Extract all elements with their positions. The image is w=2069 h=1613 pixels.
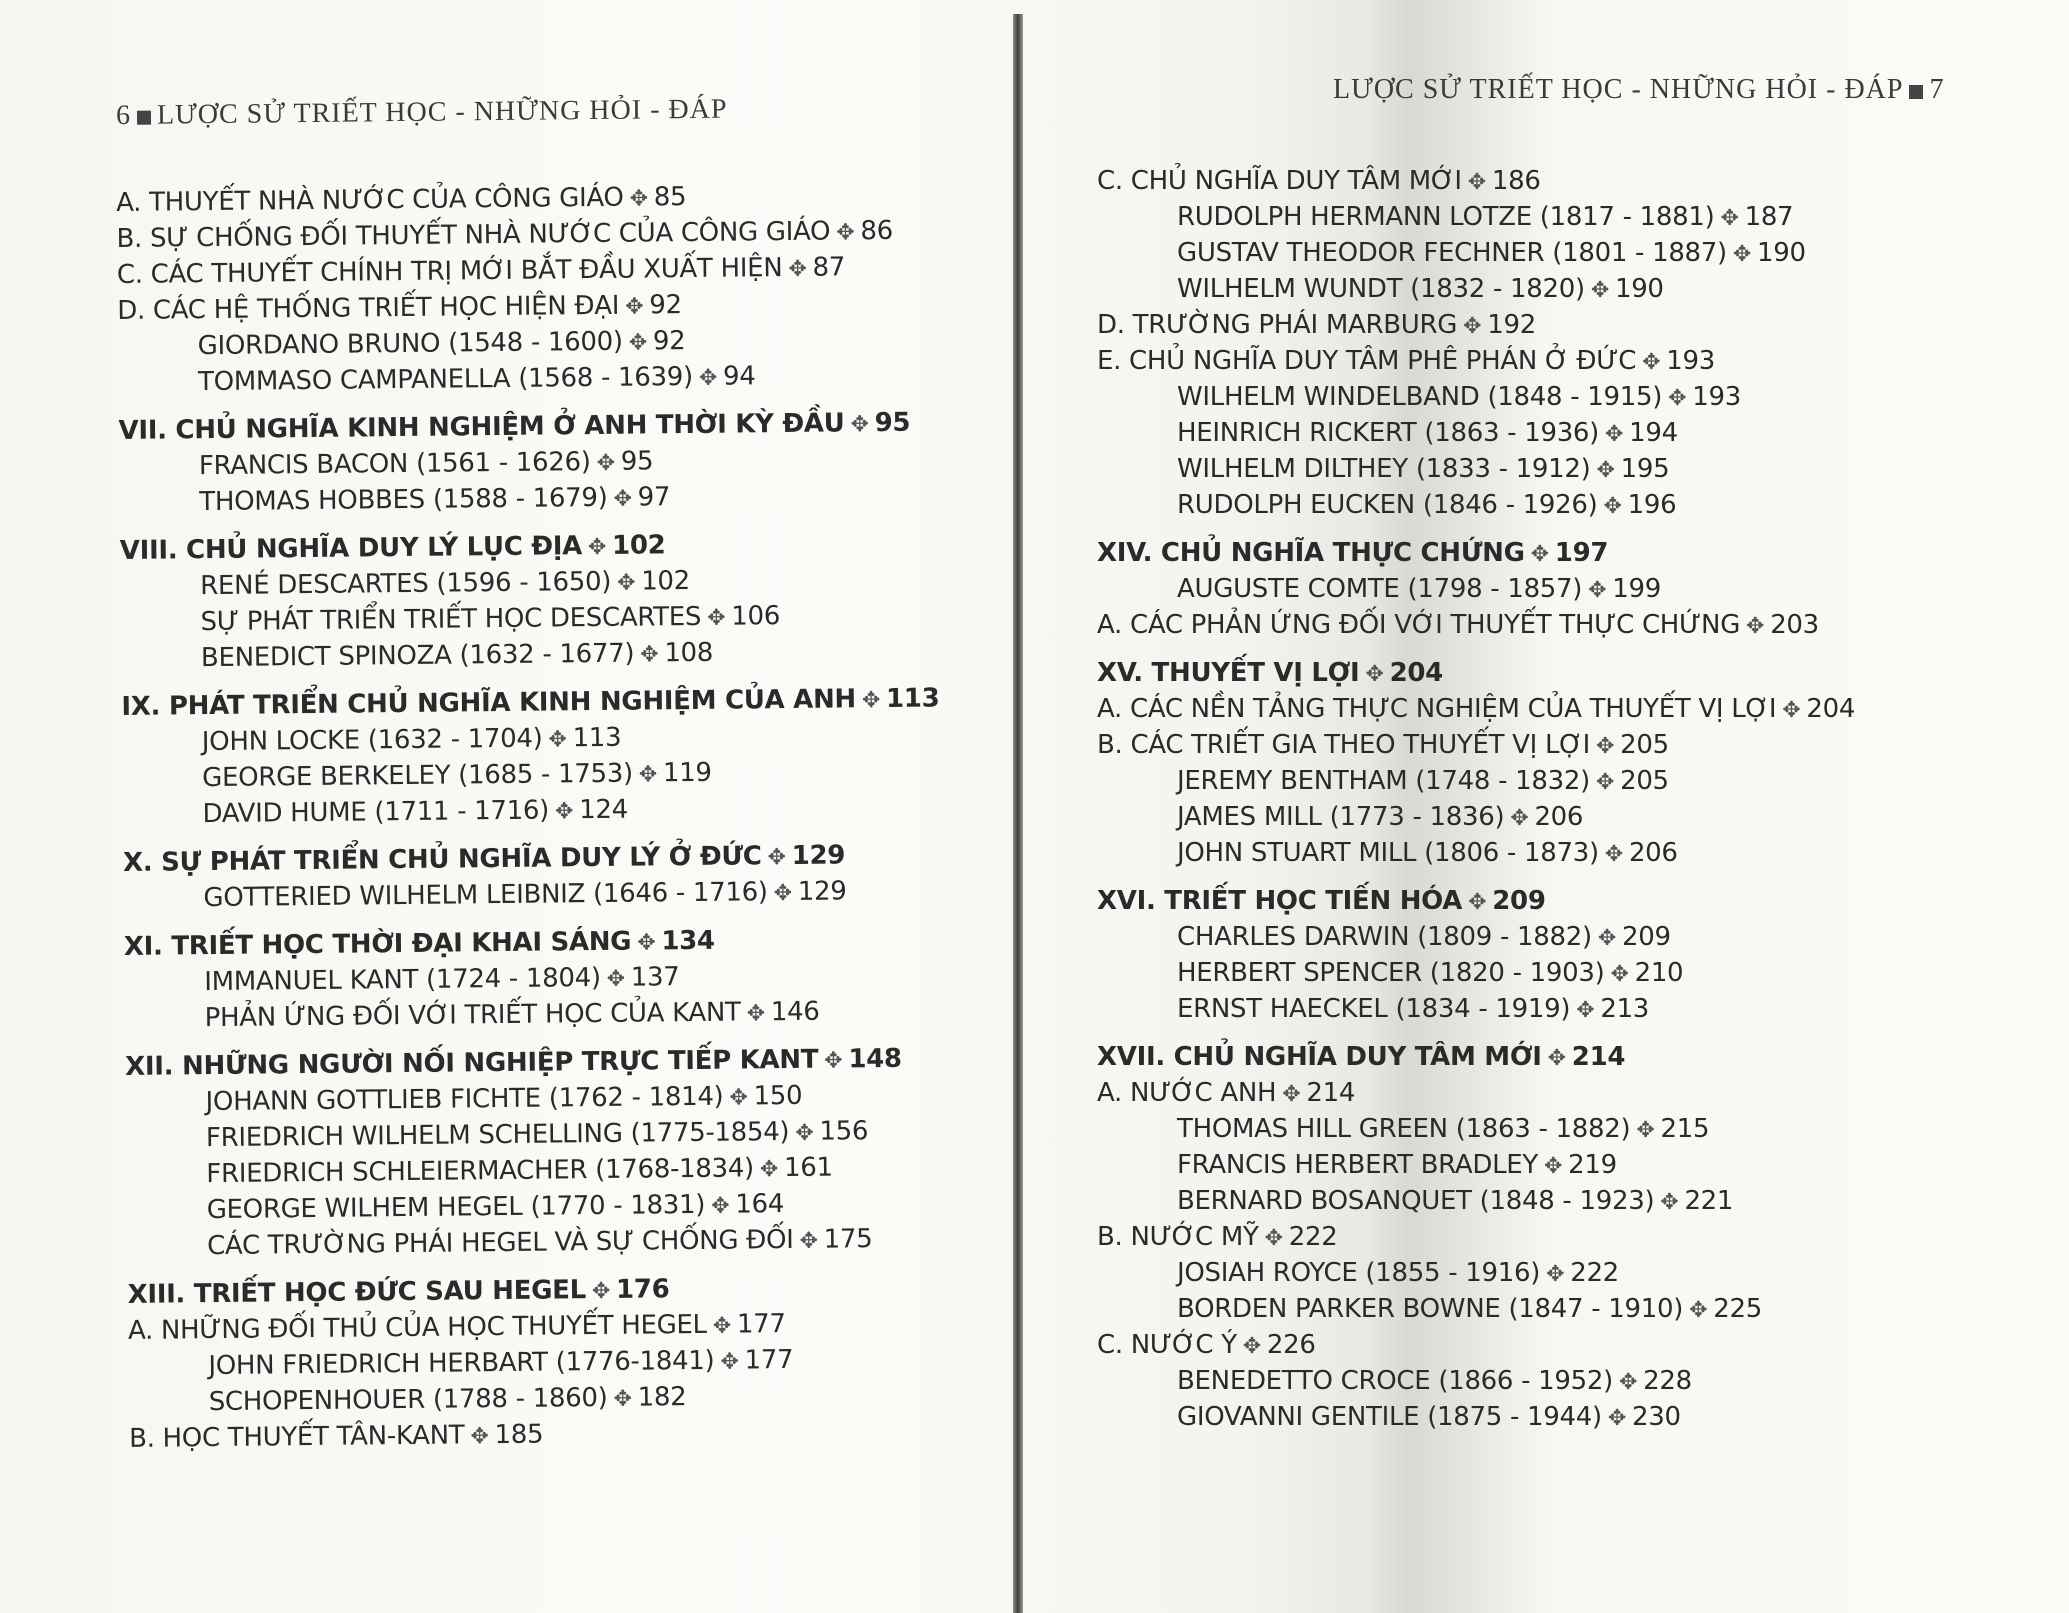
toc-entry-page-number: 129 (797, 876, 847, 907)
toc-entry-title: HEINRICH RICKERT (1863 - 1936) (1177, 418, 1600, 448)
toc-entry-sub (1097, 692, 1855, 728)
toc-entry-page-number: 87 (812, 252, 846, 283)
ornament-separator-icon: ✥ (596, 450, 615, 476)
toc-entry-page-number: 190 (1757, 238, 1806, 268)
toc-entry-page-number: 204 (1806, 694, 1856, 724)
toc-entry-sub (1097, 308, 1855, 344)
ornament-separator-icon: ✥ (746, 1001, 765, 1027)
ornament-separator-icon: ✥ (1636, 1118, 1655, 1143)
ornament-separator-icon: ✥ (554, 799, 574, 825)
ornament-separator-icon: ✥ (1468, 890, 1487, 915)
ornament-separator-icon: ✥ (548, 727, 567, 753)
toc-entry-page-number: 194 (1629, 418, 1678, 448)
ornament-separator-icon: ✥ (1603, 494, 1622, 519)
toc-entry-page-number: 124 (579, 794, 629, 826)
toc-entry-title: GEORGE BERKELEY (1685 - 1753) (202, 758, 633, 794)
toc-entry-sub (1097, 1076, 1855, 1112)
ornament-separator-icon: ✥ (1264, 1226, 1283, 1251)
ornament-separator-icon: ✥ (759, 1157, 779, 1183)
ornament-separator-icon: ✥ (638, 762, 658, 788)
toc-entry-sub (1097, 164, 1855, 200)
toc-entry-page-number: 230 (1632, 1402, 1681, 1432)
ornament-separator-icon: ✥ (1605, 422, 1624, 447)
ornament-separator-icon: ✥ (1510, 806, 1529, 831)
ornament-separator-icon: ✥ (824, 1048, 843, 1074)
toc-entry-title: IX. PHÁT TRIỂN CHỦ NGHĨA KINH NGHIỆM CỦA ANH (121, 684, 857, 722)
ornament-separator-icon: ✥ (850, 412, 869, 438)
toc-entry-person (1097, 1148, 1855, 1184)
toc-entry-title: DAVID HUME (1711 - 1716) (202, 795, 550, 830)
toc-entry-page-number: 193 (1692, 382, 1741, 412)
toc-entry-page-number: 176 (615, 1274, 670, 1305)
toc-entry-title: PHẢN ỨNG ĐỐI VỚI TRIẾT HỌC CỦA KANT (204, 997, 741, 1034)
toc-entry-title: TOMMASO CAMPANELLA (1568 - 1639) (197, 361, 694, 398)
ornament-separator-icon: ✥ (591, 1278, 611, 1305)
toc-entry-page-number: 137 (630, 962, 680, 993)
toc-entry-title: THOMAS HOBBES (1588 - 1679) (199, 482, 608, 518)
toc-entry-title: A. CÁC NỀN TẢNG THỰC NGHIỆM CỦA THUYẾT VỊ LỢI (1097, 694, 1777, 724)
ornament-separator-icon: ✥ (836, 220, 855, 246)
ornament-separator-icon: ✥ (629, 186, 648, 212)
toc-entry-page-number: 175 (823, 1224, 873, 1255)
square-bullet-icon (137, 110, 151, 124)
toc-entry-title: GUSTAV THEODOR FECHNER (1801 - 1887) (1177, 238, 1727, 268)
ornament-separator-icon: ✥ (1588, 578, 1607, 603)
toc-entry-person (1097, 236, 1855, 272)
toc-entry-title: XIV. CHỦ NGHĨA THỰC CHỨNG (1097, 538, 1525, 568)
toc-entry-title: CÁC TRƯỜNG PHÁI HEGEL VÀ SỰ CHỐNG ĐỐI (206, 1224, 794, 1262)
toc-entry-title: JOSIAH ROYCE (1855 - 1916) (1177, 1258, 1541, 1288)
toc-entry-title: JEREMY BENTHAM (1748 - 1832) (1177, 766, 1590, 796)
toc-entry-title: JOHANN GOTTLIEB FICHTE (1762 - 1814) (205, 1081, 724, 1118)
toc-entry-page-number: 213 (1600, 994, 1650, 1024)
toc-entry-title: B. SỰ CHỐNG ĐỐI THUYẾT NHÀ NƯỚC CỦA CÔNG GIÁO (116, 216, 831, 254)
ornament-separator-icon: ✥ (1660, 1190, 1679, 1215)
left-running-head-title: LƯỢC SỬ TRIẾT HỌC - NHỮNG HỎI - ĐÁP (156, 93, 728, 131)
toc-entry-title: JAMES MILL (1773 - 1836) (1177, 802, 1505, 832)
toc-entry-person (123, 873, 941, 918)
toc-entry-page-number: 150 (753, 1080, 803, 1112)
toc-entry-page-number: 97 (637, 482, 671, 513)
toc-entry-title: SCHOPENHOUER (1788 - 1860) (208, 1382, 608, 1418)
toc-entry-page-number: 210 (1634, 958, 1684, 988)
toc-entry-page-number: 95 (874, 407, 911, 439)
toc-entry-page-number: 86 (860, 215, 894, 247)
toc-entry-title: C. CHỦ NGHĨA DUY TÂM MỚI (1097, 166, 1462, 196)
toc-entry-page-number: 102 (611, 530, 666, 561)
toc-entry-page-number: 187 (1744, 202, 1794, 232)
ornament-separator-icon: ✥ (606, 966, 625, 992)
toc-entry-title: D. TRƯỜNG PHÁI MARBURG (1097, 310, 1458, 340)
toc-entry-title: FRIEDRICH WILHELM SCHELLING (1775-1854) (205, 1117, 790, 1154)
ornament-separator-icon: ✥ (1463, 314, 1482, 339)
toc-entry-page-number: 221 (1684, 1186, 1734, 1216)
toc-entry-page-number: 148 (848, 1043, 902, 1075)
toc-entry-person (121, 633, 939, 678)
ornament-separator-icon: ✥ (1720, 206, 1739, 231)
toc-entry-page-number: 196 (1627, 490, 1677, 520)
toc-entry-title: X. SỰ PHÁT TRIỂN CHỦ NGHĨA DUY LÝ Ở ĐỨC (122, 841, 762, 878)
left-running-head (116, 94, 728, 132)
toc-entry-page-number: 85 (653, 182, 687, 213)
toc-entry-page-number: 226 (1266, 1330, 1316, 1360)
toc-entry-page-number: 119 (662, 757, 712, 789)
toc-entry-person (1097, 992, 1855, 1028)
toc-entry-page-number: 156 (819, 1116, 869, 1147)
ornament-separator-icon: ✥ (707, 605, 726, 631)
toc-entry-title: IMMANUEL KANT (1724 - 1804) (204, 962, 601, 998)
ornament-separator-icon: ✥ (1595, 734, 1615, 759)
ornament-separator-icon: ✥ (640, 642, 659, 668)
ornament-separator-icon: ✥ (1668, 386, 1687, 411)
toc-entry-title: WILHELM WUNDT (1832 - 1820) (1177, 274, 1585, 304)
toc-entry-page-number: 146 (770, 996, 820, 1028)
ornament-separator-icon: ✥ (767, 845, 786, 871)
toc-entry-title: GOTTERIED WILHELM LEIBNIZ (1646 - 1716) (203, 877, 768, 914)
ornament-separator-icon: ✥ (729, 1085, 748, 1111)
toc-entry-title: ERNST HAECKEL (1834 - 1919) (1177, 994, 1571, 1024)
toc-entry-person (1097, 488, 1855, 524)
toc-entry-page-number: 113 (572, 722, 622, 754)
toc-entry-title: C. CÁC THUYẾT CHÍNH TRỊ MỚI BẮT ĐẦU XUẤT HIỆN (116, 253, 783, 290)
toc-entry-title: VII. CHỦ NGHĨA KINH NGHIỆM Ở ANH THỜI KỲ ĐẦU (118, 408, 845, 446)
toc-entry-person (1097, 956, 1855, 992)
toc-entry-page-number: 182 (637, 1382, 687, 1413)
ornament-separator-icon: ✥ (470, 1424, 489, 1450)
toc-entry-page-number: 214 (1571, 1042, 1626, 1072)
ornament-separator-icon: ✥ (720, 1349, 739, 1375)
toc-entry-title: XI. TRIẾT HỌC THỜI ĐẠI KHAI SÁNG (123, 926, 632, 962)
toc-entry-page-number: 95 (620, 446, 654, 477)
toc-entry-title: SỰ PHÁT TRIỂN TRIẾT HỌC DESCARTES (200, 601, 702, 638)
toc-entry-page-number: 209 (1621, 922, 1671, 952)
toc-entry-sub (1097, 1220, 1855, 1256)
ornament-separator-icon: ✥ (1610, 962, 1629, 987)
toc-entry-title: CHARLES DARWIN (1809 - 1882) (1177, 922, 1592, 952)
toc-entry-title: A. CÁC PHẢN ỨNG ĐỐI VỚI THUYẾT THỰC CHỨNG (1097, 610, 1741, 640)
ornament-separator-icon: ✥ (1576, 998, 1595, 1023)
toc-entry-page-number: 186 (1491, 166, 1541, 196)
toc-entry-page-number: 215 (1660, 1114, 1710, 1144)
toc-entry-heading (1097, 884, 1855, 920)
toc-entry-person (1097, 572, 1855, 608)
toc-entry-page-number: 205 (1620, 730, 1669, 760)
ornament-separator-icon: ✥ (773, 880, 792, 907)
toc-entry-page-number: 228 (1643, 1366, 1692, 1396)
toc-entry-person (1097, 200, 1855, 236)
toc-entry-title: GIOVANNI GENTILE (1875 - 1944) (1177, 1402, 1602, 1432)
toc-entry-page-number: 177 (736, 1309, 786, 1340)
toc-entry-person (1097, 836, 1855, 872)
toc-entry-person (1097, 1364, 1855, 1400)
toc-entry-title: BERNARD BOSANQUET (1848 - 1923) (1177, 1186, 1655, 1216)
toc-entry-person (118, 357, 936, 402)
toc-entry-title: GEORGE WILHEM HEGEL (1770 - 1831) (206, 1189, 706, 1226)
toc-entry-title: BENEDICT SPINOZA (1632 - 1677) (200, 638, 635, 674)
toc-entry-title: B. NƯỚC MỸ (1097, 1222, 1259, 1252)
toc-entry-title: B. HỌC THUYẾT TÂN-KANT (128, 1420, 465, 1454)
toc-entry-title: FRANCIS BACON (1561 - 1626) (198, 447, 591, 482)
toc-entry-title: RUDOLPH EUCKEN (1846 - 1926) (1177, 490, 1598, 520)
toc-entry-title: BENEDETTO CROCE (1866 - 1952) (1177, 1366, 1613, 1396)
ornament-separator-icon: ✥ (1596, 458, 1615, 483)
ornament-separator-icon: ✥ (1607, 1406, 1626, 1431)
ornament-separator-icon: ✥ (1467, 170, 1486, 195)
toc-entry-page-number: 129 (791, 840, 846, 871)
toc-entry-page-number: 193 (1666, 346, 1716, 376)
toc-entry-person (1097, 1292, 1855, 1328)
toc-entry-title: JOHN STUART MILL (1806 - 1873) (1177, 838, 1599, 868)
toc-entry-page-number: 185 (494, 1419, 544, 1451)
left-page-number: 6 (115, 99, 132, 131)
toc-entry-page-number: 108 (664, 637, 714, 669)
toc-entry-page-number: 222 (1288, 1222, 1338, 1252)
ornament-separator-icon: ✥ (613, 1386, 632, 1412)
toc-entry-title: E. CHỦ NGHĨA DUY TÂM PHÊ PHÁN Ở ĐỨC (1097, 346, 1637, 376)
toc-entry-page-number: 106 (731, 601, 781, 632)
toc-entry-title: A. NHỮNG ĐỐI THỦ CỦA HỌC THUYẾT HEGEL (127, 1309, 707, 1346)
right-toc-list (1097, 164, 1855, 1436)
toc-entry-page-number: 206 (1534, 802, 1584, 832)
toc-entry-page-number: 222 (1570, 1258, 1619, 1288)
toc-entry-title: BORDEN PARKER BOWNE (1847 - 1910) (1177, 1294, 1684, 1324)
ornament-separator-icon: ✥ (712, 1313, 732, 1339)
toc-entry-person (1097, 452, 1855, 488)
toc-entry-sub (129, 1413, 947, 1458)
toc-entry-page-number: 134 (661, 925, 715, 957)
toc-entry-title: A. THUYẾT NHÀ NƯỚC CỦA CÔNG GIÁO (116, 182, 624, 218)
ornament-separator-icon: ✥ (1595, 770, 1615, 795)
left-toc-list (116, 177, 947, 1457)
toc-entry-title: A. NƯỚC ANH (1097, 1078, 1277, 1108)
toc-entry-title: RUDOLPH HERMANN LOTZE (1817 - 1881) (1177, 202, 1715, 232)
toc-entry-title: C. NƯỚC Ý (1097, 1330, 1237, 1360)
book-gutter (1013, 14, 1023, 1613)
toc-entry-page-number: 206 (1628, 838, 1678, 868)
toc-entry-person (1097, 1400, 1855, 1436)
ornament-separator-icon: ✥ (788, 256, 807, 282)
ornament-separator-icon: ✥ (637, 930, 656, 956)
ornament-separator-icon: ✥ (1782, 698, 1801, 723)
toc-entry-page-number: 204 (1389, 658, 1443, 688)
ornament-separator-icon: ✥ (1543, 1154, 1563, 1179)
ornament-separator-icon: ✥ (711, 1193, 730, 1219)
toc-entry-person (125, 993, 943, 1038)
toc-entry-page-number: 225 (1713, 1294, 1762, 1324)
right-running-head (1333, 74, 1944, 106)
toc-entry-page-number: 94 (722, 361, 756, 392)
ornament-separator-icon: ✥ (1590, 278, 1609, 303)
right-running-head-title: LƯỢC SỬ TRIẾT HỌC - NHỮNG HỎI - ĐÁP (1333, 74, 1904, 105)
toc-entry-page-number: 195 (1620, 454, 1670, 484)
toc-entry-title: XVII. CHỦ NGHĨA DUY TÂM MỚI (1097, 1042, 1542, 1072)
toc-entry-page-number: 209 (1492, 886, 1546, 916)
toc-entry-page-number: 113 (885, 683, 940, 714)
toc-entry-page-number: 219 (1568, 1150, 1617, 1180)
square-bullet-icon (1909, 85, 1923, 99)
ornament-separator-icon: ✥ (616, 570, 636, 596)
toc-entry-person (1097, 272, 1855, 308)
toc-entry-title: B. CÁC TRIẾT GIA THEO THUYẾT VỊ LỢI (1097, 730, 1590, 760)
toc-entry-title: THOMAS HILL GREEN (1863 - 1882) (1177, 1114, 1631, 1144)
toc-entry-title: D. CÁC HỆ THỐNG TRIẾT HỌC HIỆN ĐẠI (117, 290, 620, 326)
toc-entry-page-number: 192 (1487, 310, 1536, 340)
toc-entry-person (122, 789, 940, 834)
toc-entry-page-number: 92 (652, 326, 686, 357)
toc-entry-person (1097, 920, 1855, 956)
toc-entry-title: XV. THUYẾT VỊ LỢI (1097, 658, 1360, 688)
ornament-separator-icon: ✥ (1642, 350, 1661, 375)
toc-entry-title: JOHN FRIEDRICH HERBART (1776-1841) (208, 1345, 715, 1382)
toc-entry-person (1097, 1184, 1855, 1220)
toc-entry-title: FRIEDRICH SCHLEIERMACHER (1768-1834) (206, 1153, 755, 1190)
ornament-separator-icon: ✥ (1746, 614, 1765, 639)
toc-entry-page-number: 164 (735, 1189, 785, 1220)
toc-entry-page-number: 205 (1620, 766, 1669, 796)
toc-entry-sub (1097, 608, 1855, 644)
toc-entry-person (127, 1221, 945, 1266)
toc-entry-title: GIORDANO BRUNO (1548 - 1600) (197, 326, 623, 362)
ornament-separator-icon: ✥ (1547, 1046, 1566, 1071)
toc-entry-title: XVI. TRIẾT HỌC TIẾN HÓA (1097, 886, 1463, 916)
ornament-separator-icon: ✥ (795, 1120, 814, 1146)
ornament-separator-icon: ✥ (1365, 662, 1384, 687)
ornament-separator-icon: ✥ (1604, 842, 1623, 867)
toc-entry-heading (1097, 1040, 1855, 1076)
toc-entry-page-number: 199 (1612, 574, 1662, 604)
ornament-separator-icon: ✥ (1242, 1334, 1261, 1359)
ornament-separator-icon: ✥ (1282, 1082, 1301, 1107)
toc-entry-person (1097, 380, 1855, 416)
ornament-separator-icon: ✥ (613, 486, 632, 512)
toc-entry-title: XII. NHỮNG NGƯỜI NỐI NGHIỆP TRỰC TIẾP KANT (125, 1044, 819, 1082)
toc-entry-heading (1097, 536, 1855, 572)
ornament-separator-icon: ✥ (1597, 926, 1616, 951)
ornament-separator-icon: ✥ (698, 365, 718, 391)
toc-entry-title: FRANCIS HERBERT BRADLEY (1177, 1150, 1538, 1180)
ornament-separator-icon: ✥ (861, 688, 881, 714)
toc-entry-page-number: 197 (1554, 538, 1609, 568)
toc-entry-title: VIII. CHỦ NGHĨA DUY LÝ LỤC ĐỊA (119, 531, 583, 566)
toc-entry-person (1097, 416, 1855, 452)
ornament-separator-icon: ✥ (1530, 542, 1549, 567)
toc-entry-title: WILHELM WINDELBAND (1848 - 1915) (1177, 382, 1663, 412)
toc-entry-heading (1097, 656, 1855, 692)
toc-entry-person (1097, 764, 1855, 800)
toc-entry-person (1097, 1112, 1855, 1148)
toc-entry-page-number: 214 (1306, 1078, 1356, 1108)
ornament-separator-icon: ✥ (1732, 242, 1752, 267)
ornament-separator-icon: ✥ (799, 1228, 818, 1254)
toc-entry-sub (1097, 1328, 1855, 1364)
ornament-separator-icon: ✥ (1689, 1298, 1708, 1323)
toc-entry-person (1097, 800, 1855, 836)
toc-entry-sub (1097, 728, 1855, 764)
ornament-separator-icon: ✥ (625, 294, 644, 320)
toc-entry-page-number: 102 (641, 566, 691, 597)
toc-entry-page-number: 177 (744, 1344, 794, 1376)
ornament-separator-icon: ✥ (1546, 1262, 1565, 1287)
toc-entry-person (119, 477, 937, 522)
toc-entry-title: JOHN LOCKE (1632 - 1704) (201, 723, 543, 758)
toc-entry-title: XIII. TRIẾT HỌC ĐỨC SAU HEGEL (127, 1275, 587, 1310)
toc-entry-person (1097, 1256, 1855, 1292)
toc-entry-page-number: 161 (783, 1152, 833, 1184)
toc-entry-title: WILHELM DILTHEY (1833 - 1912) (1177, 454, 1591, 484)
toc-entry-sub (1097, 344, 1855, 380)
toc-entry-title: AUGUSTE COMTE (1798 - 1857) (1177, 574, 1583, 604)
toc-entry-page-number: 190 (1614, 274, 1664, 304)
toc-entry-title: HERBERT SPENCER (1820 - 1903) (1177, 958, 1605, 988)
ornament-separator-icon: ✥ (587, 534, 607, 561)
toc-entry-page-number: 203 (1770, 610, 1819, 640)
toc-entry-title: RENÉ DESCARTES (1596 - 1650) (200, 566, 612, 602)
ornament-separator-icon: ✥ (628, 330, 648, 356)
ornament-separator-icon: ✥ (1619, 1370, 1638, 1395)
right-page-number: 7 (1929, 74, 1945, 105)
toc-entry-page-number: 92 (649, 290, 682, 321)
